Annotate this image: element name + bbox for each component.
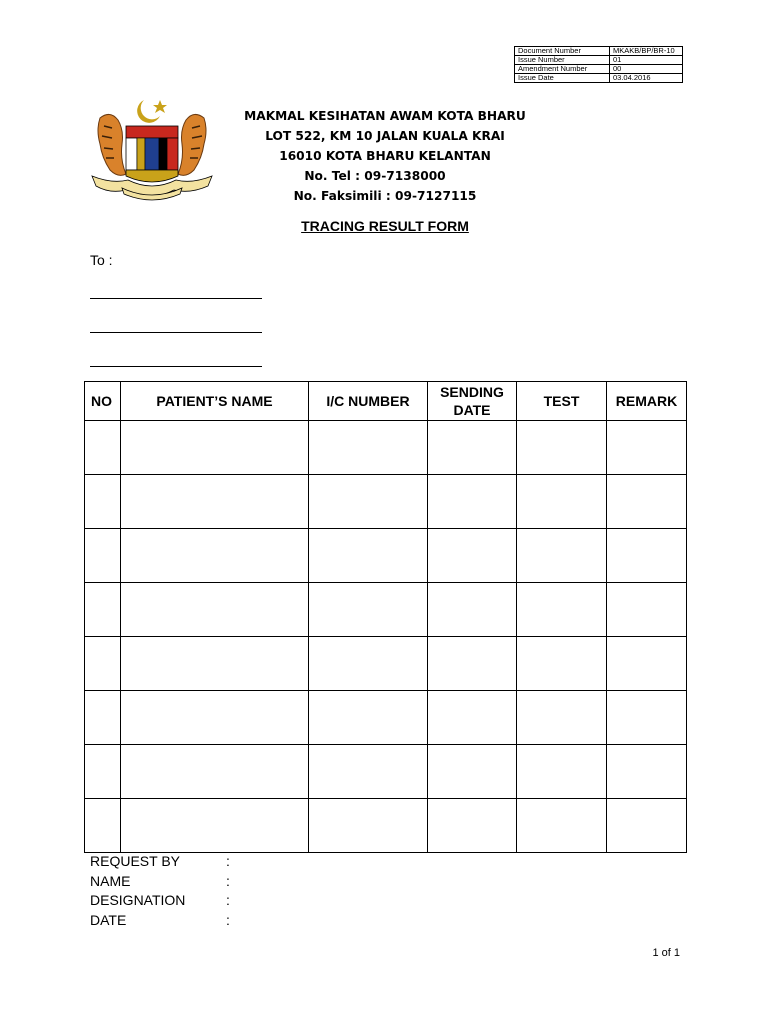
patient-name-cell[interactable] xyxy=(121,475,309,529)
doc-value: 03.04.2016 xyxy=(610,74,683,83)
table-row xyxy=(85,745,687,799)
test-cell[interactable] xyxy=(517,421,607,475)
patient-name-cell[interactable] xyxy=(121,691,309,745)
coat-of-arms-icon xyxy=(86,96,218,204)
remark-cell[interactable] xyxy=(607,529,687,583)
request-colon: : xyxy=(226,853,230,869)
sending-date-cell[interactable] xyxy=(428,475,517,529)
no-cell[interactable] xyxy=(85,691,121,745)
header-sending-date xyxy=(428,382,517,421)
patient-name-cell[interactable] xyxy=(121,799,309,853)
test-cell[interactable] xyxy=(517,745,607,799)
no-cell[interactable] xyxy=(85,637,121,691)
remark-cell[interactable] xyxy=(607,691,687,745)
header-sending-date-line-2: DATE xyxy=(453,402,491,418)
request-label: DATE xyxy=(90,911,127,928)
patient-name-cell[interactable] xyxy=(121,637,309,691)
table-row xyxy=(85,475,687,529)
doc-value: MKAKB/BP/BR-10 xyxy=(610,47,683,56)
no-cell[interactable] xyxy=(85,799,121,853)
star-icon xyxy=(153,100,167,113)
remark-cell[interactable] xyxy=(607,421,687,475)
no-cell[interactable] xyxy=(85,529,121,583)
test-cell[interactable] xyxy=(517,637,607,691)
patient-name-cell[interactable] xyxy=(121,745,309,799)
remark-cell[interactable] xyxy=(607,799,687,853)
tracing-results-table xyxy=(84,381,687,853)
no-cell[interactable] xyxy=(85,421,121,475)
right-tiger-icon xyxy=(178,114,206,175)
test-cell[interactable] xyxy=(517,529,607,583)
left-tiger-icon xyxy=(98,114,126,175)
header-test: TEST xyxy=(517,382,607,421)
ic-number-cell[interactable] xyxy=(309,529,428,583)
request-row-designation xyxy=(90,891,230,911)
remark-cell[interactable] xyxy=(607,583,687,637)
sending-date-cell[interactable] xyxy=(428,637,517,691)
doc-label: Issue Number xyxy=(515,56,610,65)
remark-cell[interactable] xyxy=(607,745,687,799)
ic-number-cell[interactable] xyxy=(309,745,428,799)
test-cell[interactable] xyxy=(517,799,607,853)
table-row xyxy=(85,799,687,853)
sending-date-cell[interactable] xyxy=(428,421,517,475)
page-number: 1 of 1 xyxy=(652,947,680,959)
sending-date-cell[interactable] xyxy=(428,583,517,637)
ic-number-cell[interactable] xyxy=(309,475,428,529)
lab-address-line-1: LOT 522, KM 10 JALAN KUALA KRAI xyxy=(265,129,505,143)
request-colon: : xyxy=(226,872,230,889)
patient-name-cell[interactable] xyxy=(121,421,309,475)
request-colon: : xyxy=(226,911,230,928)
document-control-box xyxy=(514,46,683,83)
doc-label: Issue Date xyxy=(515,74,610,83)
test-cell[interactable] xyxy=(517,475,607,529)
lab-header xyxy=(230,106,540,206)
ic-number-cell[interactable] xyxy=(309,421,428,475)
to-label: To : xyxy=(90,252,113,268)
form-title: TRACING RESULT FORM xyxy=(301,218,469,234)
header-ic-number: I/C NUMBER xyxy=(309,382,428,421)
patient-name-cell[interactable] xyxy=(121,529,309,583)
no-cell[interactable] xyxy=(85,583,121,637)
lab-name: MAKMAL KESIHATAN AWAM KOTA BHARU xyxy=(244,109,526,123)
remark-cell[interactable] xyxy=(607,475,687,529)
header-sending-date-line-1: SENDING xyxy=(440,384,504,400)
to-blank-line-3 xyxy=(90,366,262,367)
request-row-name xyxy=(90,872,230,892)
table-row xyxy=(85,421,687,475)
table-row xyxy=(85,637,687,691)
ic-number-cell[interactable] xyxy=(309,799,428,853)
ic-number-cell[interactable] xyxy=(309,637,428,691)
header-no: NO xyxy=(85,382,121,421)
doc-value: 01 xyxy=(610,56,683,65)
no-cell[interactable] xyxy=(85,745,121,799)
table-row xyxy=(85,529,687,583)
remark-cell[interactable] xyxy=(607,637,687,691)
ic-number-cell[interactable] xyxy=(309,583,428,637)
to-blank-line-2 xyxy=(90,332,262,333)
doc-label: Amendment Number xyxy=(515,65,610,74)
sending-date-cell[interactable] xyxy=(428,799,517,853)
request-row-date xyxy=(90,911,230,931)
test-cell[interactable] xyxy=(517,583,607,637)
lab-address-line-2: 16010 KOTA BHARU KELANTAN xyxy=(279,149,491,163)
request-label: NAME xyxy=(90,872,131,889)
to-blank-line-1 xyxy=(90,298,262,299)
lab-fax: No. Faksimili : 09-7127115 xyxy=(293,189,477,203)
lab-telephone: No. Tel : 09-7138000 xyxy=(304,169,446,183)
sending-date-cell[interactable] xyxy=(428,529,517,583)
request-label: DESIGNATION xyxy=(90,892,186,908)
doc-label: Document Number xyxy=(515,47,610,56)
table-row xyxy=(85,583,687,637)
lab-contact xyxy=(230,166,540,206)
request-row-request-by xyxy=(90,852,230,872)
sending-date-cell[interactable] xyxy=(428,691,517,745)
request-label: REQUEST BY xyxy=(90,853,180,869)
patient-name-cell[interactable] xyxy=(121,583,309,637)
header-patient-name: PATIENT’S NAME xyxy=(121,382,309,421)
table-row xyxy=(85,691,687,745)
doc-row-issue-date xyxy=(515,74,683,83)
no-cell[interactable] xyxy=(85,475,121,529)
request-colon: : xyxy=(226,892,230,908)
ic-number-cell[interactable] xyxy=(309,691,428,745)
doc-value: 00 xyxy=(610,65,683,74)
request-block xyxy=(90,852,230,930)
table-header-row xyxy=(85,382,687,421)
sending-date-cell[interactable] xyxy=(428,745,517,799)
header-remark: REMARK xyxy=(607,382,687,421)
test-cell[interactable] xyxy=(517,691,607,745)
